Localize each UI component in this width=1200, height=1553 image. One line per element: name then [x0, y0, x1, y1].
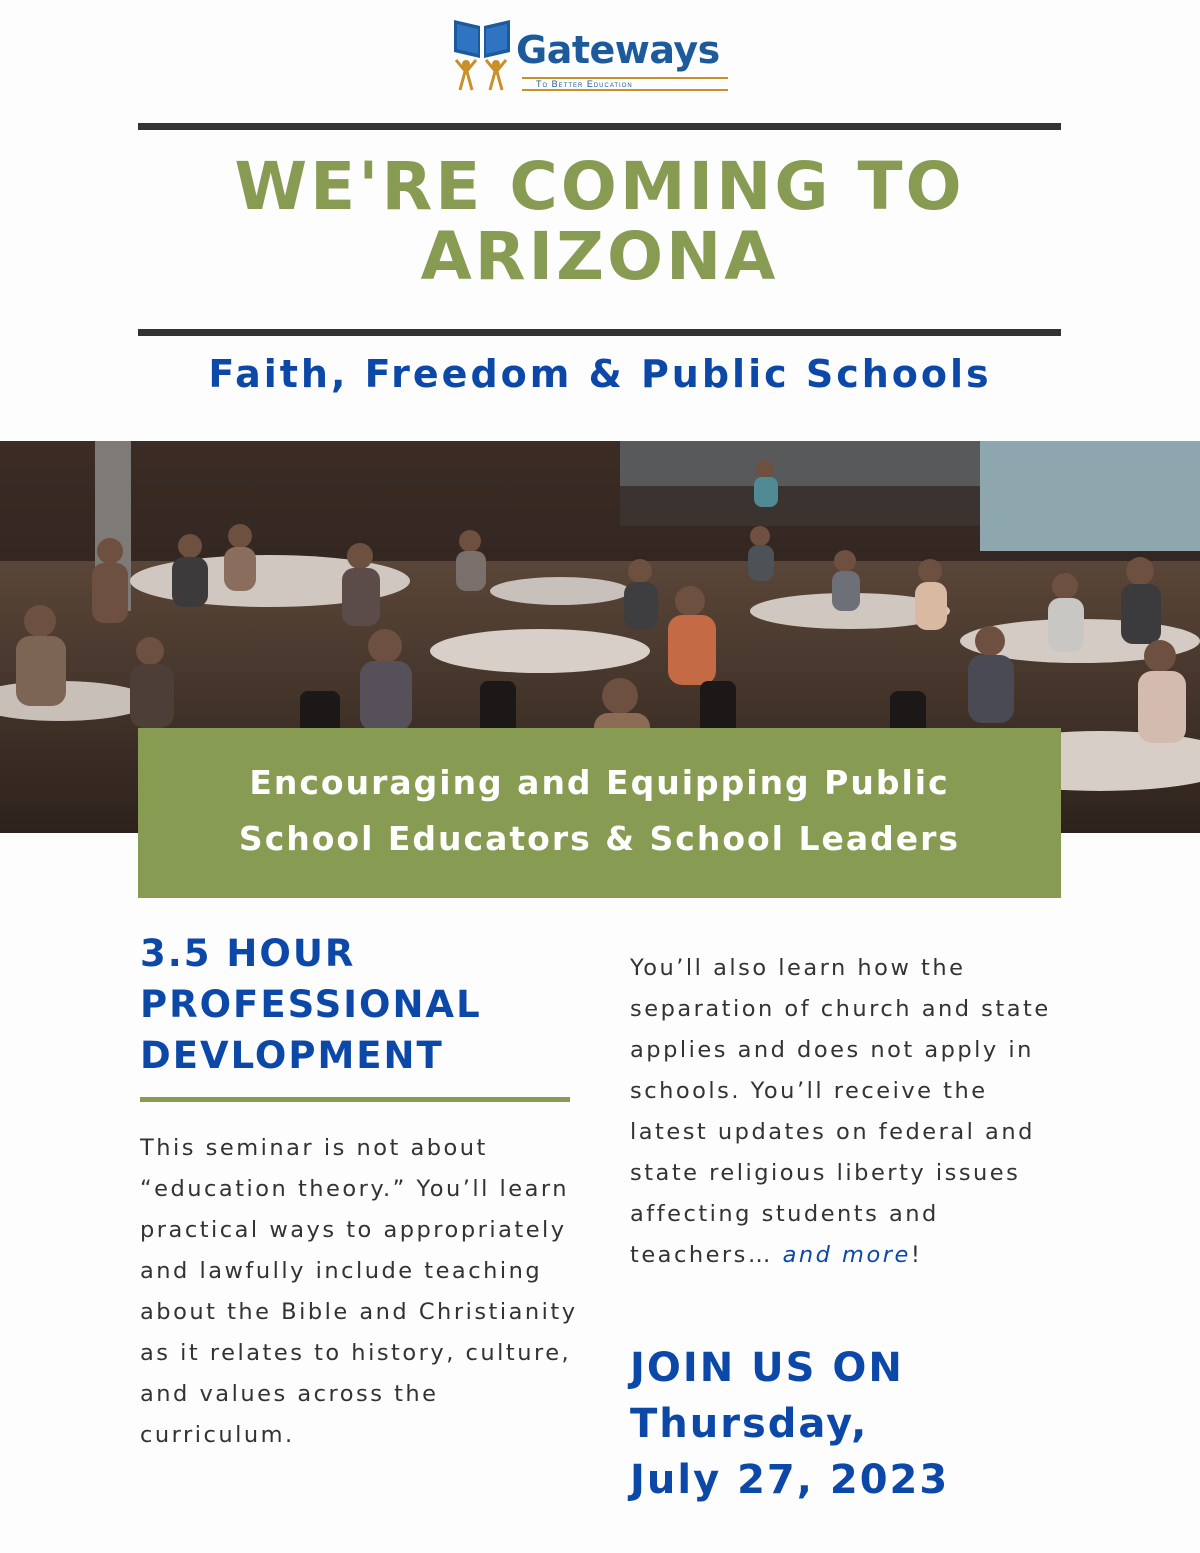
page-headline — [138, 148, 1061, 295]
gateways-logo — [452, 14, 752, 96]
heading-line-2: PROFESSIONAL — [140, 983, 482, 1026]
headline-line-1: WE'RE COMING TO — [234, 148, 965, 225]
event-subtitle: Faith, Freedom & Public Schools — [208, 352, 992, 396]
logo-brand-name: Gateways — [516, 28, 720, 72]
tagline-banner — [138, 728, 1061, 898]
and-more-emphasis: and more — [782, 1242, 911, 1268]
heading-underline — [140, 1097, 570, 1102]
join-line-2: Thursday, — [630, 1401, 869, 1447]
heading-line-3: DEVLOPMENT — [140, 1034, 444, 1077]
middle-divider — [138, 329, 1061, 336]
open-book-people-icon — [452, 14, 512, 94]
headline-line-2: ARIZONA — [420, 218, 779, 295]
logo-tagline: To Better Education — [522, 77, 728, 91]
banner-line-2: School Educators & School Leaders — [238, 819, 961, 858]
additional-topics-text — [630, 948, 1060, 1276]
closing-punctuation: ! — [910, 1242, 923, 1268]
event-date-callout — [630, 1340, 1070, 1508]
banner-line-1: Encouraging and Equipping Public — [249, 763, 950, 802]
heading-line-1: 3.5 HOUR — [140, 932, 356, 975]
seminar-description: This seminar is not about “education theory.” You’ll learn practical ways to appropriately and lawfully include teaching about the Bible and Christianity as it relates to history, culture, and values across the curriculum. — [140, 1135, 578, 1448]
join-line-3: July 27, 2023 — [630, 1457, 950, 1503]
seminar-length-heading — [140, 928, 580, 1081]
topics-body: You’ll also learn how the separation of church and state applies and does not apply in schools. You’ll receive the latest updates on federal and state religious liberty issues affecting students and teachers… — [630, 955, 1051, 1268]
top-divider — [138, 123, 1061, 130]
join-line-1: JOIN US ON — [630, 1345, 904, 1391]
